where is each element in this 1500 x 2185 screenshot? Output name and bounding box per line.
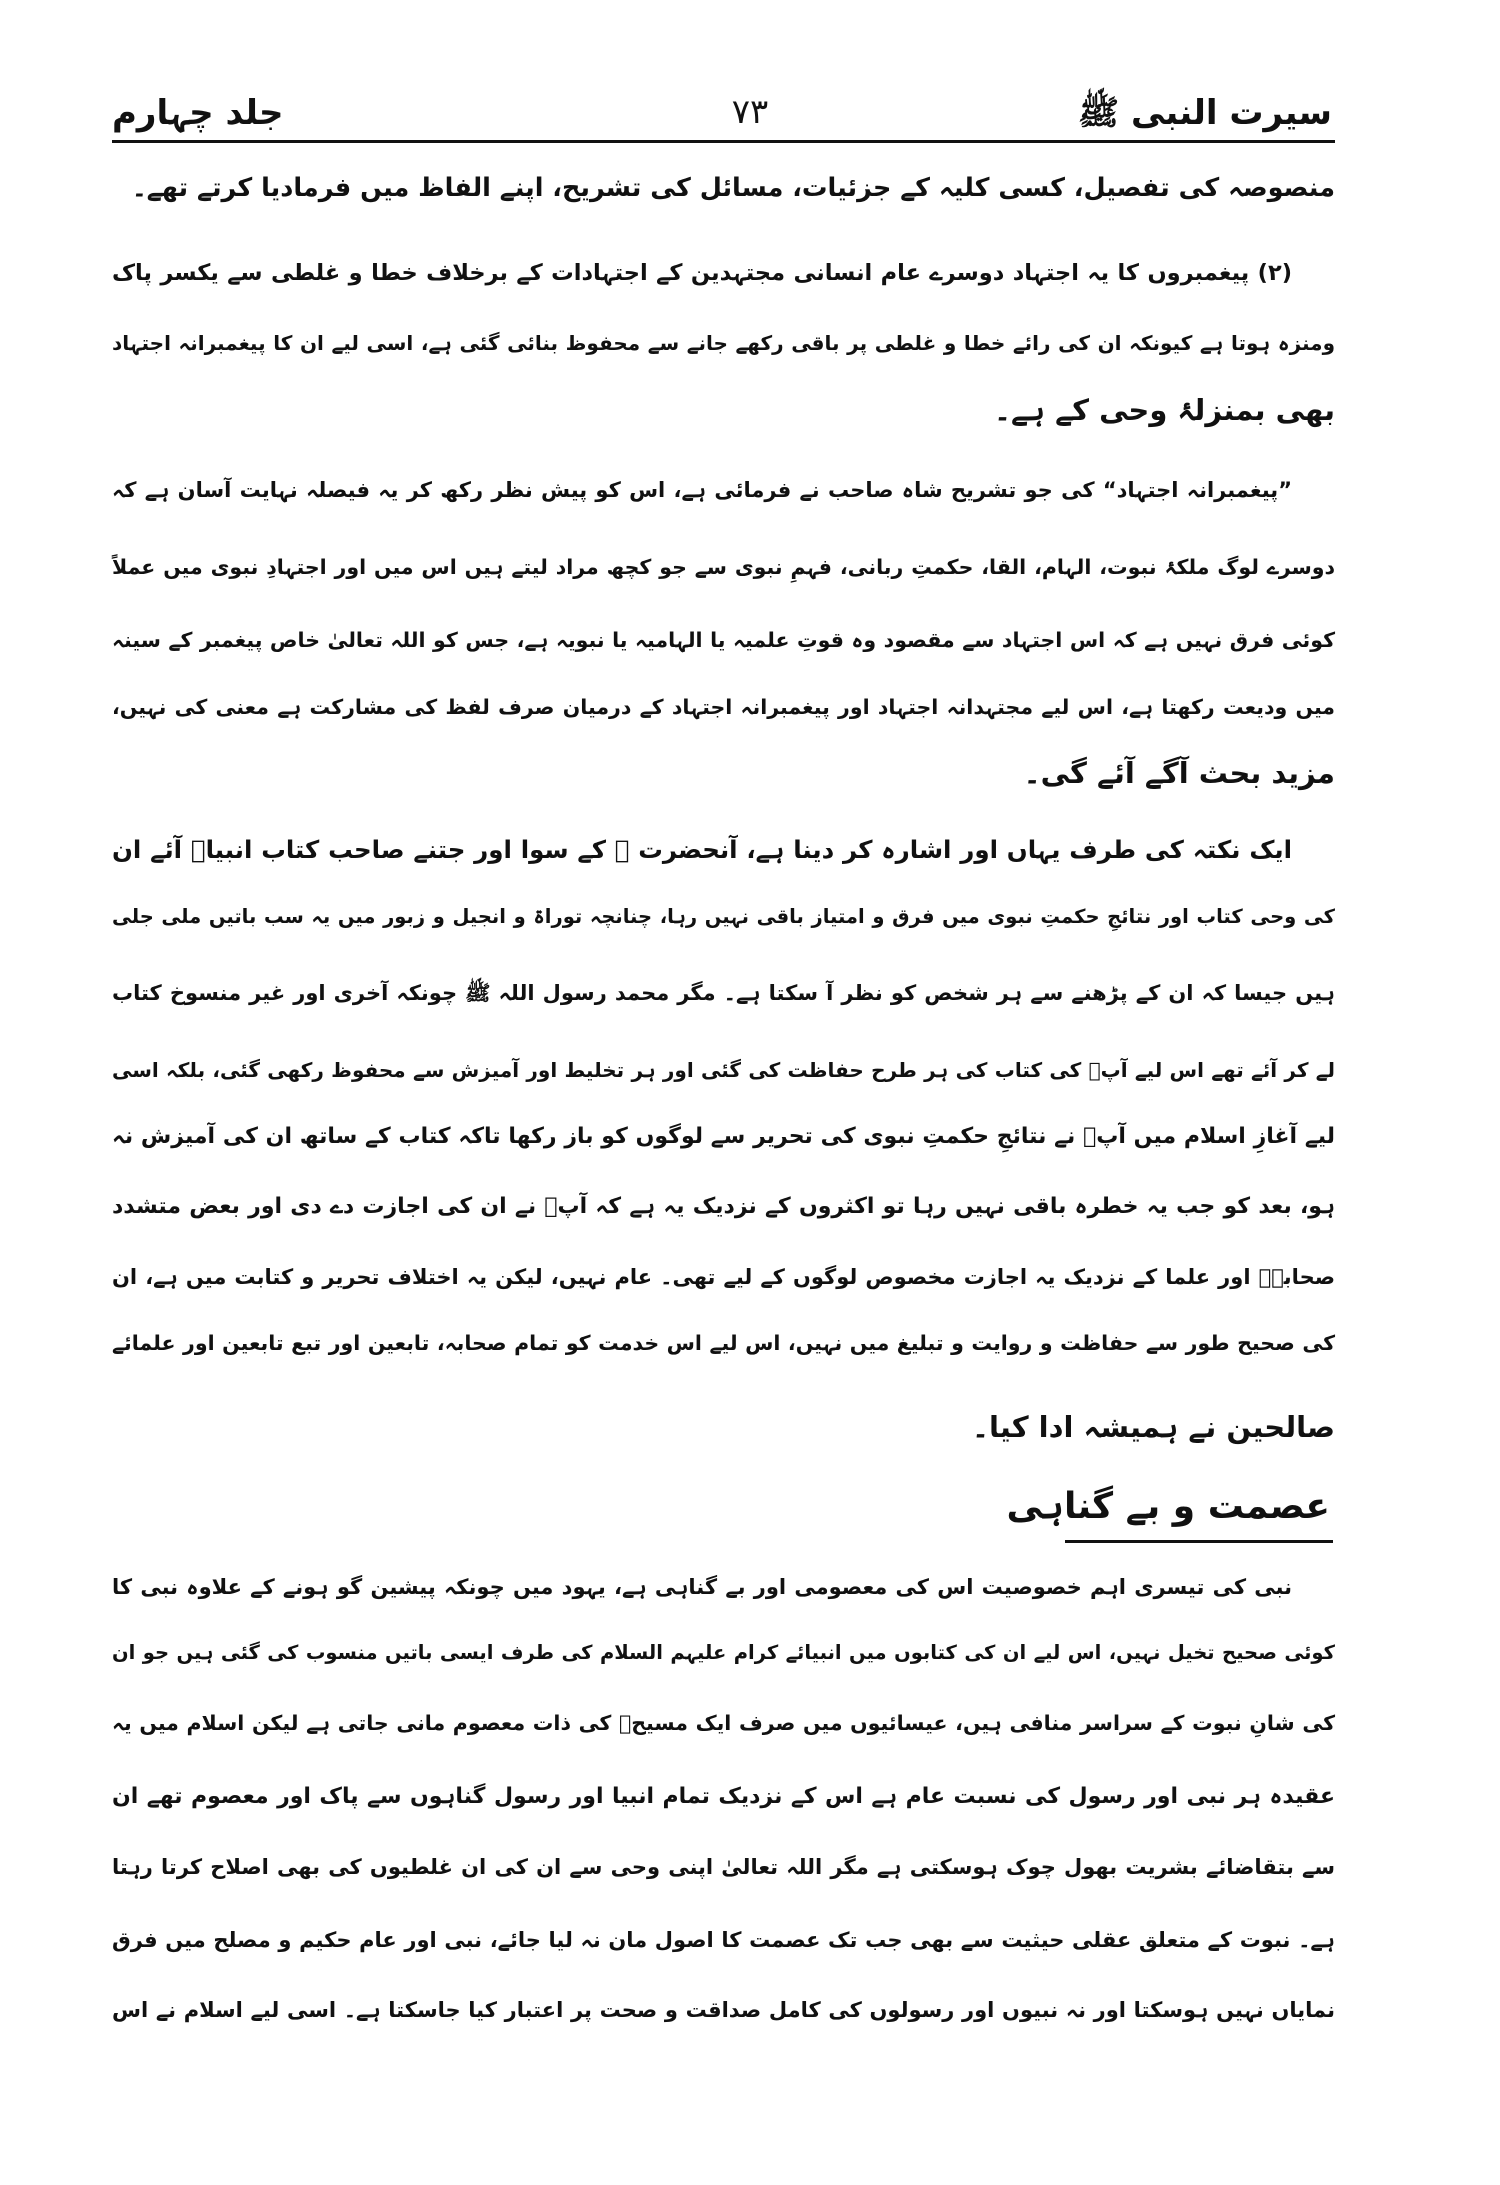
text-line: لیے آغازِ اسلام میں آپؐ نے نتائجِ حکمتِ نبوی کی تحریر سے لوگوں کو باز رکھا تاکہ کتاب کے ساتھ ان کی آمیزش نہ bbox=[112, 1124, 1335, 1149]
text-line: میں ودیعت رکھتا ہے، اس لیے مجتہدانہ اجتہاد اور پیغمبرانہ اجتہاد کے درمیان صرف لفظ کی مشارکت ہے معنی کی نہیں، bbox=[112, 695, 1335, 719]
text-line: صحابہؓ اور علما کے نزدیک یہ اجازت مخصوص لوگوں کے لیے تھی۔ عام نہیں، لیکن یہ اختلاف تحریر و کتابت میں ہے، ان bbox=[112, 1265, 1335, 1289]
page-number: ۷۳ bbox=[731, 92, 769, 132]
text-line: کوئی فرق نہیں ہے کہ اس اجتہاد سے مقصود وہ قوتِ علمیہ یا الہامیہ یا نبویہ ہے، جس کو اللہ تعالیٰ خاص پیغمبر کے سینہ bbox=[112, 628, 1335, 652]
section-heading: عصمت و بے گناہی bbox=[1006, 1486, 1330, 1527]
text-line: کی شانِ نبوت کے سراسر منافی ہیں، عیسائیوں میں صرف ایک مسیحؑ کی ذات معصوم مانی جاتی ہے لیکن اسلام میں یہ bbox=[112, 1711, 1335, 1735]
text-line: ہیں جیسا کہ ان کے پڑھنے سے ہر شخص کو نظر آ سکتا ہے۔ مگر محمد رسول اللہ ﷺ چونکہ آخری اور غیر منسوخ کتاب bbox=[112, 981, 1335, 1005]
paragraph-start-line: (۲) پیغمبروں کا یہ اجتہاد دوسرے عام انسانی مجتہدین کے اجتہادات کے برخلاف خطا و غلطی سے یکسر پاک bbox=[112, 260, 1292, 286]
text-line: کوئی صحیح تخیل نہیں، اس لیے ان کی کتابوں میں انبیائے کرام علیہم السلام کی طرف ایسی باتیں منسوب کی گئی ہیں جو ان bbox=[112, 1641, 1335, 1664]
paragraph-start-line: نبی کی تیسری اہم خصوصیت اس کی معصومی اور بے گناہی ہے، یہود میں چونکہ پیشین گو ہونے کے علاوہ نبی کا bbox=[112, 1575, 1292, 1599]
header-rule bbox=[112, 140, 1335, 143]
text-line: ومنزہ ہوتا ہے کیونکہ ان کی رائے خطا و غلطی پر باقی رکھے جانے سے محفوظ بنائی گئی ہے، اسی لیے ان کا پیغمبرانہ اجتہاد bbox=[112, 331, 1335, 355]
text-line: عقیدہ ہر نبی اور رسول کی نسبت عام ہے اس کے نزدیک تمام انبیا اور رسول گناہوں سے پاک اور معصوم تھے ان bbox=[112, 1784, 1335, 1809]
text-line: منصوصہ کی تفصیل، کسی کلیہ کے جزئیات، مسائل کی تشریح، اپنے الفاظ میں فرمادیا کرتے تھے۔ bbox=[131, 173, 1335, 203]
paragraph-start-line: ”پیغمبرانہ اجتہاد“ کی جو تشریح شاہ صاحب نے فرمائی ہے، اس کو پیش نظر رکھ کر یہ فیصلہ نہایت آسان ہے کہ bbox=[112, 478, 1292, 502]
volume-label: جلد چہارم bbox=[112, 93, 284, 133]
paragraph-start-line: ایک نکتہ کی طرف یہاں اور اشارہ کر دینا ہے، آنحضرت ﷺ کے سوا اور جتنے صاحب کتاب انبیاؑ آئے ان bbox=[112, 835, 1292, 864]
text-line: ہے۔ نبوت کے متعلق عقلی حیثیت سے بھی جب تک عصمت کا اصول مان نہ لیا جائے، نبی اور عام حکیم و مصلح میں فرق bbox=[112, 1928, 1335, 1952]
text-line: دوسرے لوگ ملکۂ نبوت، الہام، القا، حکمتِ ربانی، فہمِ نبوی سے جو کچھ مراد لیتے ہیں اس میں اور اجتہادِ نبوی میں عملاً bbox=[112, 555, 1335, 579]
text-line: صالحین نے ہمیشہ ادا کیا۔ bbox=[971, 1410, 1335, 1444]
text-line: لے کر آئے تھے اس لیے آپؐ کی کتاب کی ہر طرح حفاظت کی گئی اور ہر تخلیط اور آمیزش سے محفوظ رکھی گئی، بلکہ اسی bbox=[112, 1058, 1335, 1082]
heading-underline bbox=[1065, 1540, 1333, 1543]
text-line: مزید بحث آگے آئے گی۔ bbox=[1023, 756, 1335, 790]
running-title: سیرت النبی ﷺ bbox=[1078, 93, 1332, 133]
text-line: کی صحیح طور سے حفاظت و روایت و تبلیغ میں نہیں، اس لیے اس خدمت کو تمام صحابہ، تابعین اور تبع تابعین اور علمائے bbox=[112, 1331, 1335, 1355]
text-line: سے بتقاضائے بشریت بھول چوک ہوسکتی ہے مگر اللہ تعالیٰ اپنی وحی سے ان کی ان غلطیوں کی بھی اصلاح کرتا رہتا bbox=[112, 1855, 1335, 1879]
text-line: بھی بمنزلۂ وحی کے ہے۔ bbox=[994, 393, 1335, 427]
text-line: ہو، بعد کو جب یہ خطرہ باقی نہیں رہا تو اکثروں کے نزدیک یہ ہے کہ آپؐ نے ان کی اجازت دے دی اور بعض متشدد bbox=[112, 1194, 1335, 1219]
text-line: کی وحی کتاب اور نتائجِ حکمتِ نبوی میں فرق و امتیاز باقی نہیں رہا، چنانچہ توراۃ و انجیل و زبور میں یہ سب باتیں ملی جلی bbox=[112, 905, 1335, 928]
text-line: نمایاں نہیں ہوسکتا اور نہ نبیوں اور رسولوں کی کامل صداقت و صحت پر اعتبار کیا جاسکتا ہے۔ اسی لیے اسلام نے اس bbox=[112, 1998, 1335, 2022]
